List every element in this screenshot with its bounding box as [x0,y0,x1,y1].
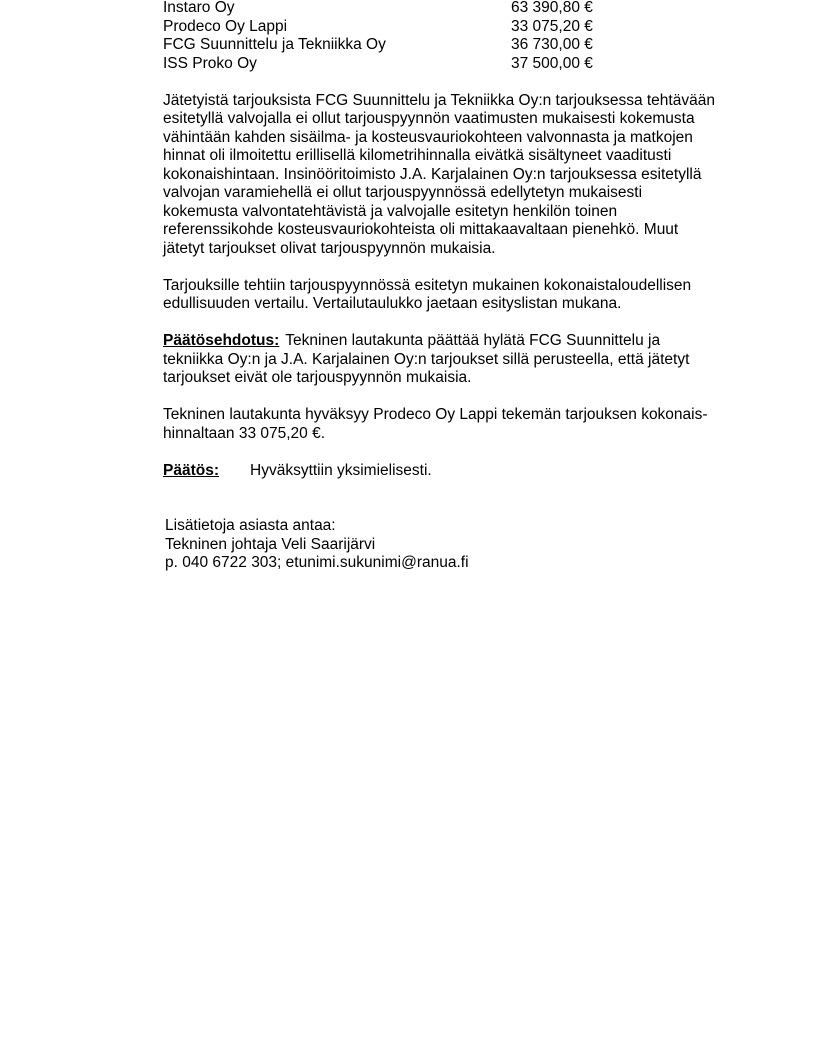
bid-amount: 37 500,00 € [511,54,593,72]
contact-intro: Lisätietoja asiasta antaa: [165,517,336,535]
text-line: valvojan varamiehellä ei ollut tarjouspyynnössä edellytetyn mukaisesti [163,184,643,202]
text-line: hinnaltaan 33 075,20 €. [163,424,326,442]
rejection-paragraph [163,92,741,259]
text-line: kokonaishintaan. Insinööritoimisto J.A. Karjalainen Oy:n tarjouksessa esitetyllä [163,165,702,183]
acceptance-paragraph [163,406,741,443]
document-page [163,0,743,573]
decision-label: Päätös: [163,461,219,479]
bid-list [163,0,743,73]
text-line: tekniikka Oy:n ja J.A. Karjalainen Oy:n tarjoukset sillä perusteella, että jätetyt [163,350,690,368]
decision-proposal [163,332,741,388]
text-line: Jätetyistä tarjouksista FCG Suunnittelu ja Tekniikka Oy:n tarjouksessa tehtävään [163,91,715,109]
text-line: esitetyllä valvojalla ei ollut tarjouspyynnön vaatimusten mukaisesti kokemusta [163,110,695,128]
decision [163,462,741,481]
contact-person: Tekninen johtaja Veli Saarijärvi [165,535,376,553]
bidder-name: FCG Suunnittelu ja Tekniikka Oy [163,36,386,54]
text-line: hinnat oli ilmoitettu erillisellä kilometrihinnalla eivätkä sisältyneet vaaditusti [163,147,672,165]
bid-amount: 36 730,00 € [511,36,593,54]
bidder-name: ISS Proko Oy [163,54,257,72]
proposal-first-line [163,332,741,351]
proposal-label: Päätösehdotus: [163,332,280,350]
bid-row [163,36,743,55]
decision-text: Hyväksyttiin yksimielisesti. [250,461,432,479]
bid-row [163,18,743,37]
text-line: jätetyt tarjoukset olivat tarjouspyynnön mukaisia. [163,239,496,257]
contact-details: p. 040 6722 303; etunimi.sukunimi@ranua.fi [165,554,469,572]
bidder-name: Instaro Oy [163,0,235,16]
bidder-name: Prodeco Oy Lappi [163,17,288,35]
text-line: tarjoukset eivät ole tarjouspyynnön mukaisia. [163,369,472,387]
text-line: vähintään kahden sisäilma- ja kosteusvauriokohteen valvonnasta ja matkojen [163,128,693,146]
bid-amount: 63 390,80 € [511,0,593,16]
text-line: edullisuuden vertailu. Vertailutaulukko jaetaan esityslistan mukana. [163,295,622,313]
text-line: referenssikohde kosteusvauriokohteista oli mittakaavaltaan pienehkö. Muut [163,221,679,239]
text-line: Tekninen lautakunta hyväksyy Prodeco Oy Lappi tekemän tarjouksen kokonais- [163,406,708,424]
text-line: Tarjouksille tehtiin tarjouspyynnössä esitetyn mukainen kokonaistaloudellisen [163,276,692,294]
bid-row [163,0,743,18]
bid-row [163,55,743,74]
proposal-first-text: Tekninen lautakunta päättää hylätä FCG Suunnittelu ja [285,332,661,350]
contact-info [165,517,743,573]
text-line: kokemusta valvontatehtävistä ja valvojalle esitetyn henkilön toinen [163,202,618,220]
comparison-paragraph [163,277,741,314]
bid-amount: 33 075,20 € [511,17,593,35]
